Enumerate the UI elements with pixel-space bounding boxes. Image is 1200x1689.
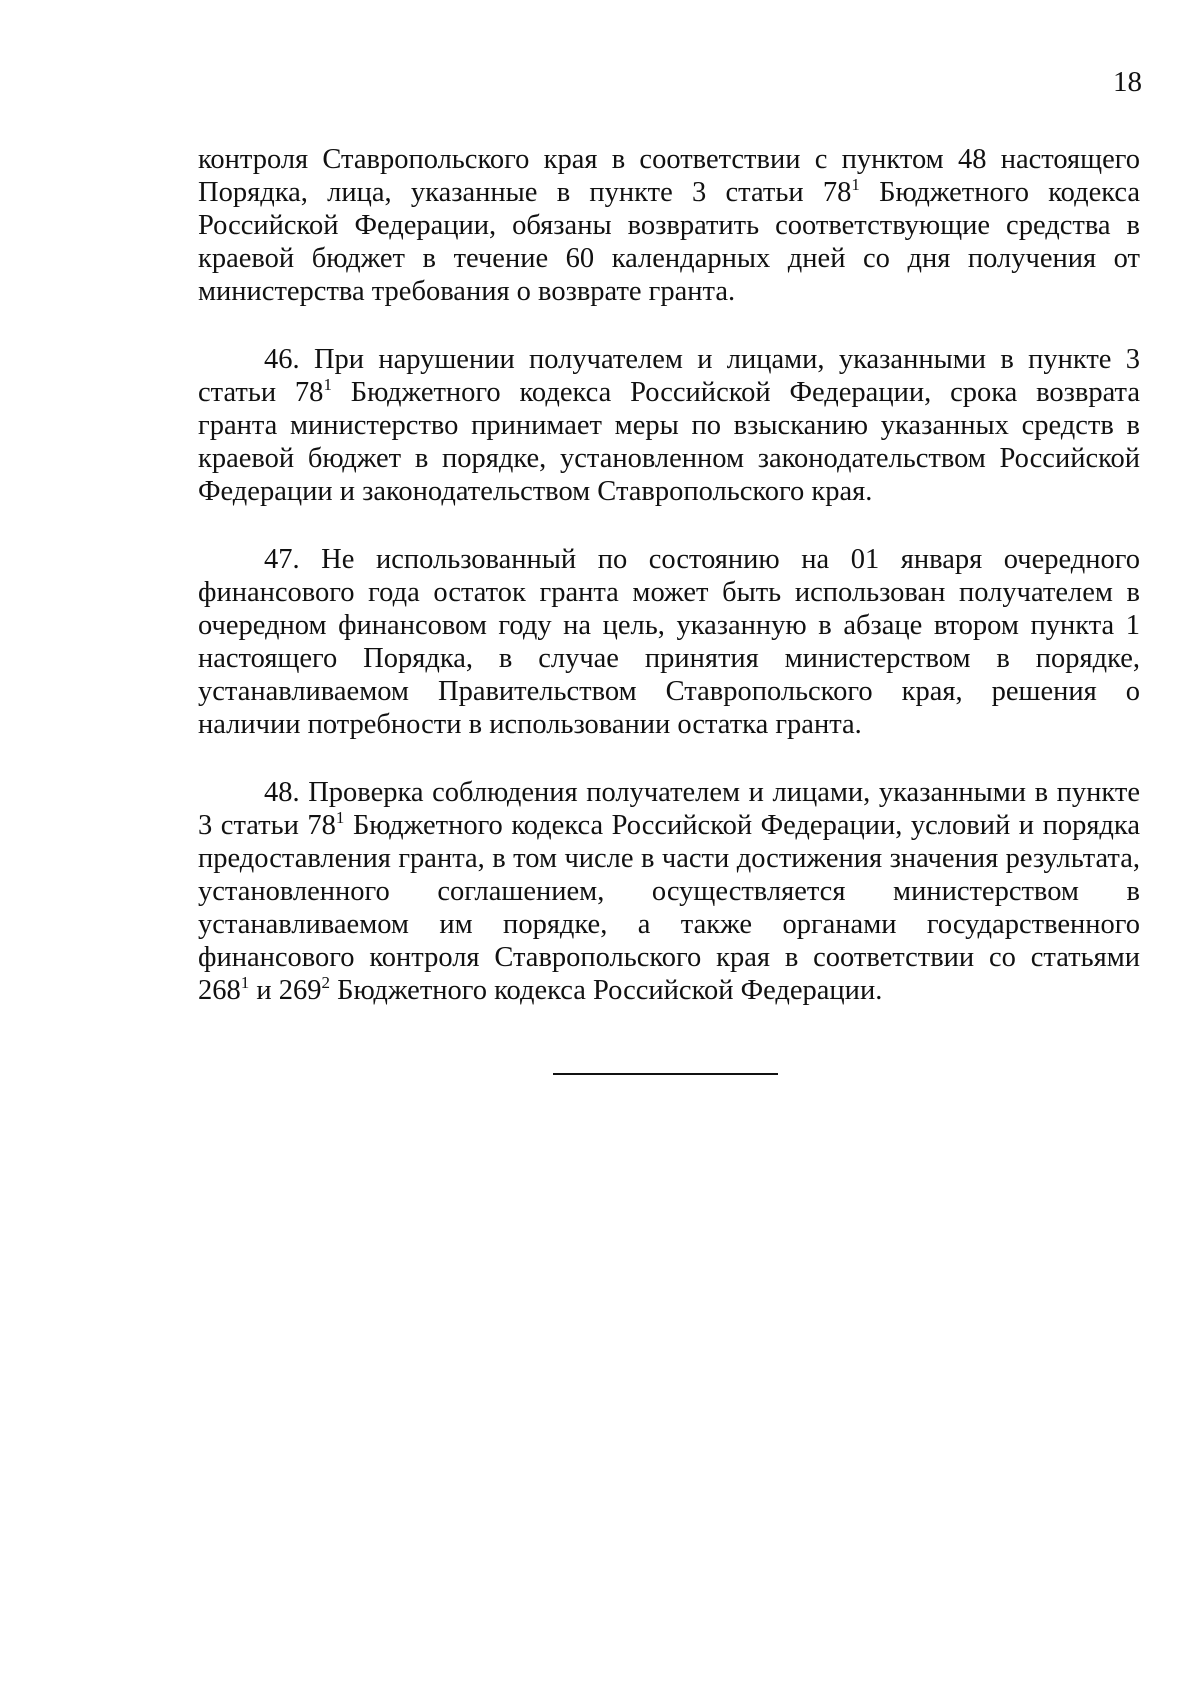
paragraph-text: 47. Не использованный по состоянию на 01 января очередного финансового года остаток гранта может быть использован получателем в очередном финансовом году на цель, указанную в абзаце втором пункта 1 настоящего Порядка, в случае принятия министерством в порядке, устанавливаемом Правительством Ставропольского края, решения о наличии потребности в использовании остатка гранта.	[198, 544, 1140, 740]
document-body	[198, 143, 1140, 1042]
page-number: 18	[1113, 66, 1142, 98]
superscript: 2	[321, 973, 331, 992]
superscript: 1	[240, 973, 250, 992]
paragraph	[198, 543, 1140, 741]
superscript: 1	[851, 175, 860, 194]
paragraph-text: 48. Проверка соблюдения получателем и лицами, указанными в пункте 3 статьи 78	[198, 777, 1140, 841]
paragraph-text: контроля Ставропольского края в соответствии с пунктом 48 настоящего Порядка, лица, указанные в пункте 3 статьи 78	[198, 144, 1140, 208]
paragraph	[198, 343, 1140, 508]
paragraph-text: 46. При нарушении получателем и лицами, указанными в пункте 3 статьи 78	[198, 344, 1140, 408]
paragraph-text: и 269	[249, 975, 322, 1006]
paragraph-text: Бюджетного кодекса Российской Федерации, условий и порядка предоставления гранта, в том числе в части достижения значения результата, установленного соглашением, осуществляется министерством в устанавливаемом им порядке, а также органами государственного финансового контроля Ставропольского края в соответствии со статьями 268	[198, 810, 1140, 1006]
paragraph-text: Бюджетного кодекса Российской Федерации.	[330, 975, 883, 1006]
superscript: 1	[335, 808, 345, 827]
paragraph-text: Бюджетного кодекса Российской Федерации, обязаны возвратить соответствующие средства в краевой бюджет в течение 60 календарных дней со дня получения от министерства требования о возврате гранта.	[198, 177, 1141, 307]
paragraph-text: Бюджетного кодекса Российской Федерации, срока возврата гранта министерство принимает меры по взысканию указанных средств в краевой бюджет в порядке, установленном законодательством Российской Федерации и законодательством Ставропольского края.	[198, 377, 1140, 507]
superscript: 1	[323, 375, 332, 394]
paragraph	[198, 143, 1140, 308]
closing-separator-line	[553, 1073, 778, 1075]
paragraph	[198, 776, 1140, 1007]
